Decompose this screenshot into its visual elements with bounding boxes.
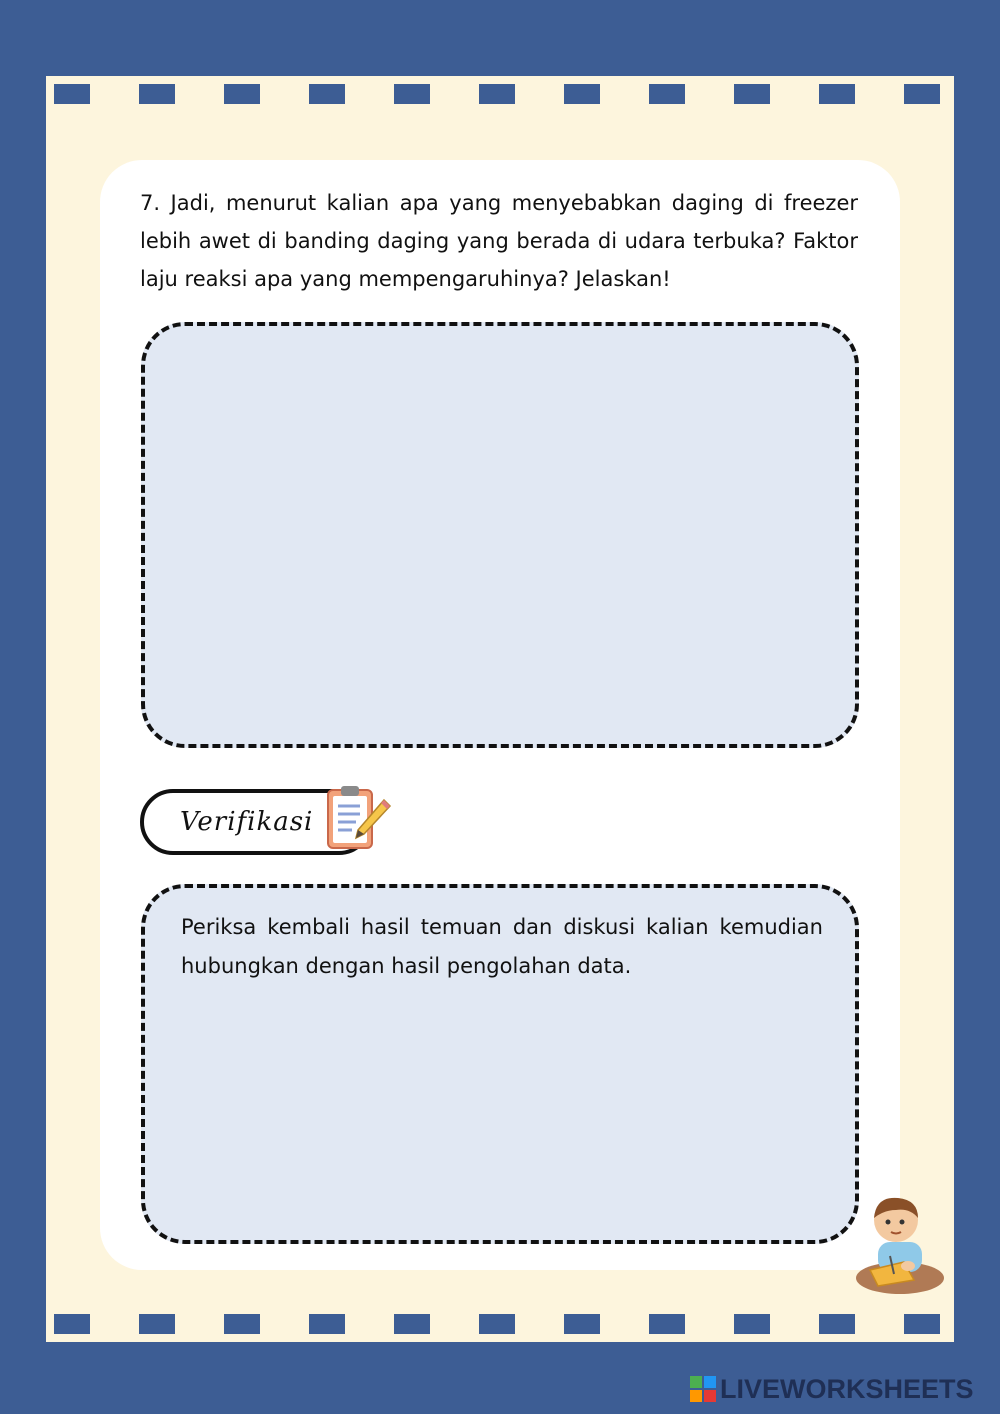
answer-input-box[interactable] — [141, 322, 859, 748]
verification-answer-box[interactable] — [141, 884, 859, 1244]
verification-instruction: Periksa kembali hasil temuan dan diskusi kalian kemudian hubungkan dengan hasil pengolahan data. — [181, 915, 823, 978]
brand-name: LIVEWORKSHEETS — [720, 1373, 974, 1404]
decorative-border-bottom — [46, 1312, 954, 1342]
footer-brand — [690, 1372, 974, 1406]
boy-writing-illustration — [852, 1190, 948, 1296]
clipboard-pencil-icon — [322, 782, 392, 854]
decorative-border-top — [46, 76, 954, 106]
verification-badge-label: Verifikasi — [180, 807, 314, 837]
liveworksheets-logo — [690, 1376, 716, 1402]
question-text: 7. Jadi, menurut kalian apa yang menyebabkan daging di freezer lebih awet di banding daging yang berada di udara terbuka? Faktor laju reaksi apa yang mempengaruhinya? Jelaskan! — [140, 191, 858, 291]
